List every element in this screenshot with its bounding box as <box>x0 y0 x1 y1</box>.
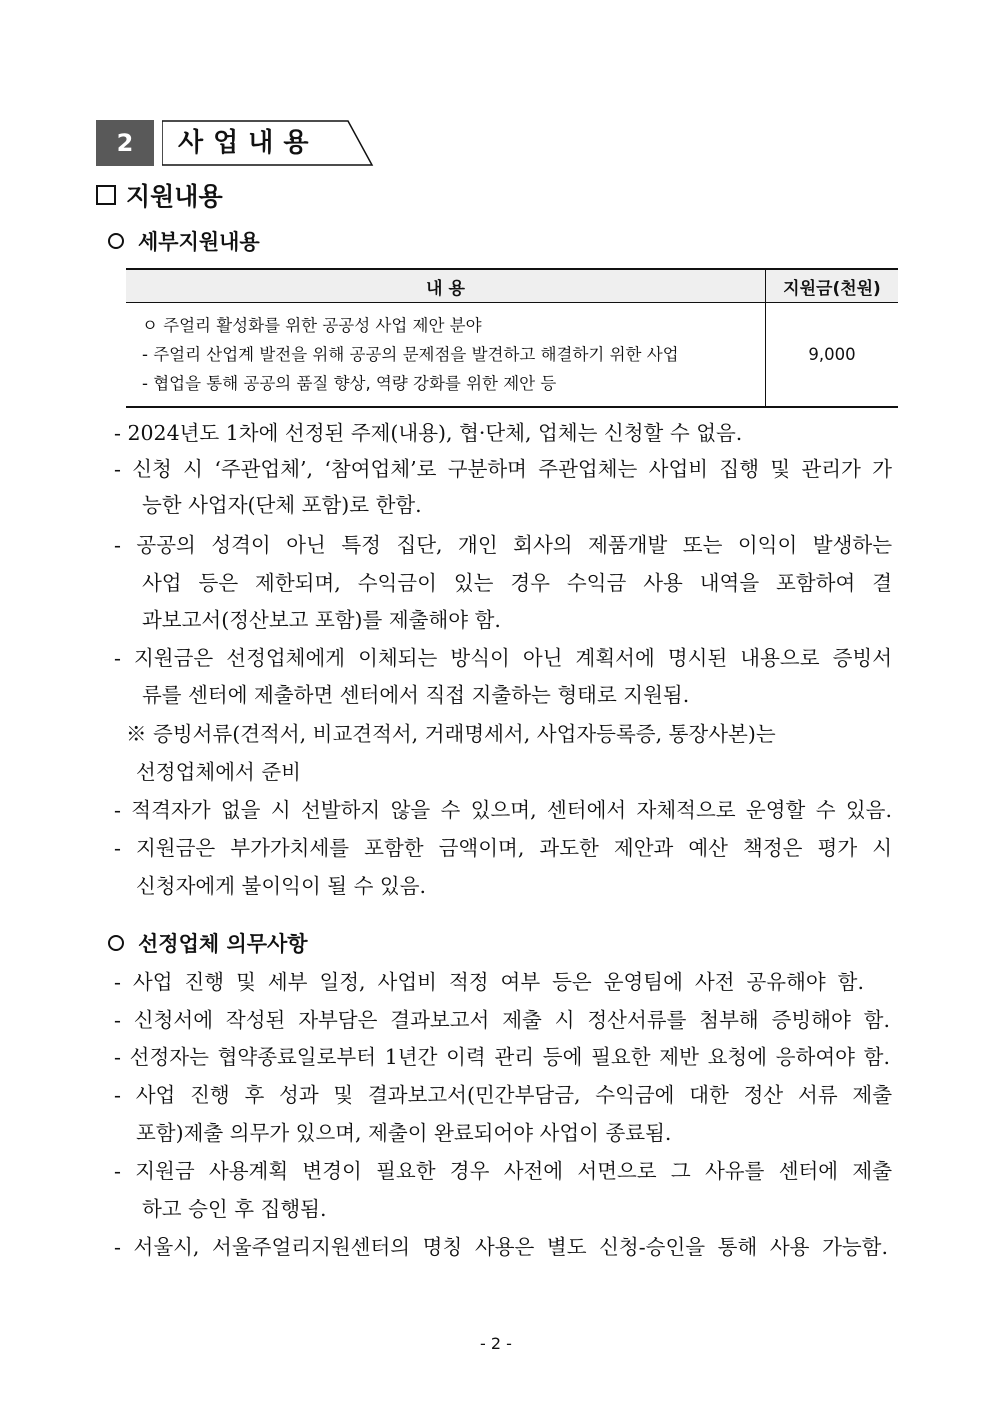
note-line: - 2024년도 1차에 선정된 주제(내용), 협·단체, 업체는 신청할 수 없음. <box>114 421 743 445</box>
note-line: - 지원금은 부가가치세를 포함한 금액이며, 과도한 제안과 예산 책정은 평가 시 <box>114 836 892 860</box>
support-heading-text: 지원내용 <box>126 182 223 211</box>
table-line: ㅇ 주얼리 활성화를 위한 공공성 사업 제안 분야 <box>142 316 482 335</box>
table-row <box>126 303 898 408</box>
note-line: - 공공의 성격이 아닌 특정 집단, 개인 회사의 제품개발 또는 이익이 발생하는 <box>114 533 892 557</box>
page-number: - 2 - <box>480 1334 512 1353</box>
detail-heading <box>108 226 260 256</box>
note-line: 류를 센터에 제출하면 센터에서 직접 지출하는 형태로 지원됨. <box>142 683 690 707</box>
duty-line: - 서울시, 서울주얼리지원센터의 명칭 사용은 별도 신청-승인을 통해 사용 가능함. <box>114 1235 888 1259</box>
note-line: - 신청 시 ‘주관업체’, ‘참여업체’로 구분하며 주관업체는 사업비 집행 및 관리가 가 <box>114 457 892 481</box>
duty-line: - 지원금 사용계획 변경이 필요한 경우 사전에 서면으로 그 사유를 센터에 제출 <box>114 1159 892 1183</box>
section-header <box>96 120 376 166</box>
duty-line: - 사업 진행 후 성과 및 결과보고서(민간부담금, 수익금에 대한 정산 서류 제출 <box>114 1083 892 1107</box>
table-line: - 주얼리 산업계 발전을 위해 공공의 문제점을 발견하고 해결하기 위한 사업 <box>142 345 679 364</box>
table-cell-amount: 9,000 <box>766 303 899 408</box>
detail-heading-text: 세부지원내용 <box>138 230 260 254</box>
note-line: - 지원금은 선정업체에게 이체되는 방식이 아닌 계획서에 명시된 내용으로 증빙서 <box>114 646 892 670</box>
duties-heading-text: 선정업체 의무사항 <box>138 932 308 956</box>
note-line: 신청자에게 불이익이 될 수 있음. <box>136 874 427 898</box>
note-line: 사업 등은 제한되며, 수익금이 있는 경우 수익금 사용 내역을 포함하여 결 <box>142 571 892 595</box>
note-line: ※ 증빙서류(견적서, 비교견적서, 거래명세서, 사업자등록증, 통장사본)는 <box>126 722 776 746</box>
table-header-row <box>126 269 898 303</box>
duty-line: - 사업 진행 및 세부 일정, 사업비 적정 여부 등은 운영팀에 사전 공유해야 함. <box>114 970 864 994</box>
circle-bullet-icon <box>108 935 124 951</box>
circle-bullet-icon <box>108 233 124 249</box>
section-title-box <box>162 120 374 166</box>
table-cell-content <box>126 303 766 408</box>
support-table <box>126 268 898 408</box>
section-title: 사업내용 <box>178 128 319 158</box>
checkbox-icon <box>96 185 116 205</box>
duty-line: 하고 승인 후 집행됨. <box>142 1197 327 1221</box>
table-header-amount: 지원금(천원) <box>766 269 899 303</box>
duty-line: 포함)제출 의무가 있으며, 제출이 완료되어야 사업이 종료됨. <box>136 1121 672 1145</box>
note-line: 과보고서(정산보고 포함)를 제출해야 함. <box>142 608 501 632</box>
note-line: 선정업체에서 준비 <box>136 760 301 784</box>
duties-heading <box>108 928 308 958</box>
note-line: 능한 사업자(단체 포함)로 한함. <box>142 493 422 517</box>
support-heading <box>96 178 223 212</box>
duty-line: - 선정자는 협약종료일로부터 1년간 이력 관리 등에 필요한 제반 요청에 응하여야 함. <box>114 1045 890 1069</box>
table-line: - 협업을 통해 공공의 품질 향상, 역량 강화를 위한 제안 등 <box>142 374 557 393</box>
table-header-content: 내 용 <box>126 269 766 303</box>
section-number: 2 <box>96 120 154 166</box>
note-line: - 적격자가 없을 시 선발하지 않을 수 있으며, 센터에서 자체적으로 운영할 수 있음. <box>114 798 892 822</box>
duty-line: - 신청서에 작성된 자부담은 결과보고서 제출 시 정산서류를 첨부해 증빙해야 함. <box>114 1008 890 1032</box>
